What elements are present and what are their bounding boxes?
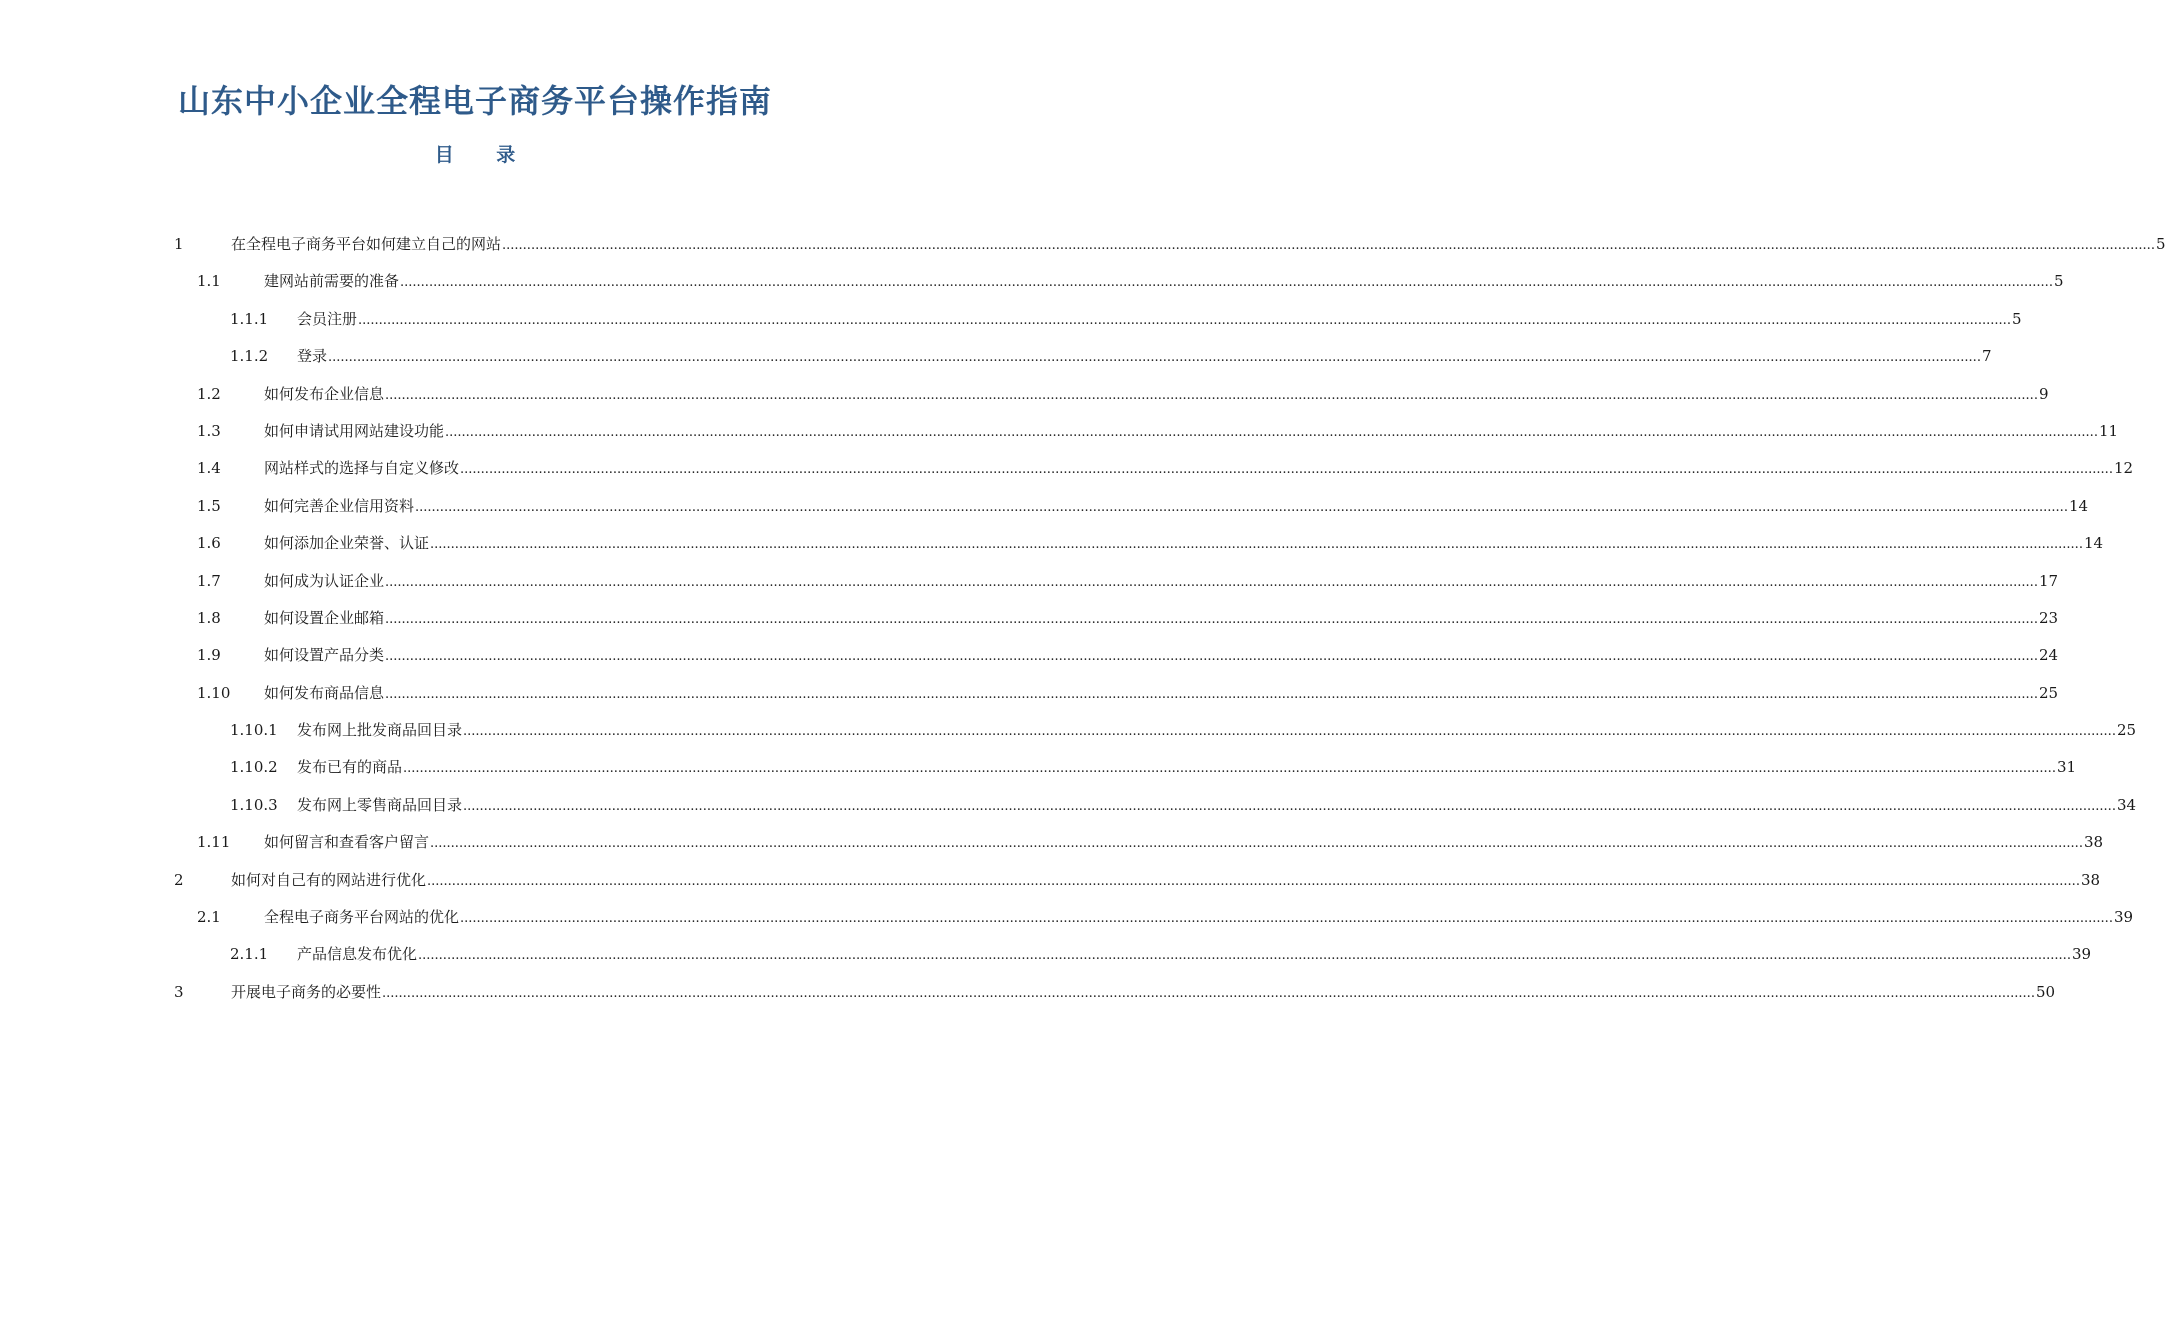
toc-entry-link[interactable] [264, 270, 2064, 294]
toc-entry-page-number: 38 [2080, 870, 2101, 889]
toc-entry[interactable] [0, 644, 2059, 681]
toc-entry[interactable] [0, 756, 2077, 793]
toc-entry-label: 如何发布商品信息 [264, 683, 385, 702]
toc-entry-label: 如何添加企业荣誉、认证 [264, 534, 430, 553]
toc-entry-label: 登录 [297, 347, 328, 366]
toc-entry[interactable] [0, 906, 2134, 943]
toc-entry-label: 如何发布企业信息 [264, 384, 385, 403]
toc-entry-number: 2.1 [197, 908, 221, 927]
toc-entry-link[interactable] [297, 756, 2077, 780]
toc-entry-page-number: 14 [2068, 496, 2089, 515]
toc-entry-label: 开展电子商务的必要性 [231, 982, 382, 1001]
toc-dot-leader: ................................................................................................................................................................................................................................................................................................................................................................................................................ [502, 238, 2155, 253]
toc-entry[interactable] [0, 607, 2059, 644]
toc-entry-link[interactable] [264, 831, 2104, 855]
toc-entry[interactable] [0, 719, 2137, 756]
toc-entry-number: 1.5 [197, 496, 221, 515]
toc-dot-leader: ................................................................................................................................................................................................................................................................................................................................................................................................................ [430, 537, 2083, 553]
toc-entry-number: 1.10 [197, 683, 231, 702]
toc-entry-page-number: 25 [2116, 721, 2137, 740]
toc-dot-leader: ................................................................................................................................................................................................................................................................................................................................................................................................................ [460, 911, 2113, 927]
toc-entry-page-number: 23 [2038, 608, 2059, 627]
toc-entry-link[interactable] [264, 682, 2059, 706]
toc-entry[interactable] [0, 831, 2104, 868]
toc-entry-link[interactable] [297, 943, 2092, 967]
toc-entry-link[interactable] [264, 420, 2119, 444]
toc-entry-label: 网站样式的选择与自定义修改 [264, 459, 460, 478]
toc-entry-page-number: 12 [2113, 459, 2134, 478]
toc-entry-link[interactable] [264, 570, 2059, 594]
toc-entry[interactable] [0, 981, 2056, 1018]
toc-entry-link[interactable] [231, 869, 2101, 893]
toc-entry-page-number: 39 [2113, 908, 2134, 927]
toc-entry-label: 如何留言和查看客户留言 [264, 833, 430, 852]
toc-entry[interactable] [0, 270, 2064, 307]
toc-dot-leader: ................................................................................................................................................................................................................................................................................................................................................................................................................ [400, 275, 2053, 291]
toc-entry-link[interactable] [297, 719, 2137, 743]
toc-entry[interactable] [0, 794, 2137, 831]
toc-entry-number: 2.1.1 [230, 945, 269, 964]
toc-entry[interactable] [0, 383, 2049, 420]
toc-entry-link[interactable] [264, 457, 2134, 481]
toc-entry[interactable] [0, 570, 2059, 607]
toc-entry-label: 发布网上批发商品回目录 [297, 721, 463, 740]
document-title: 山东中小企业全程电子商务平台操作指南 [177, 82, 772, 120]
toc-dot-leader: ................................................................................................................................................................................................................................................................................................................................................................................................................ [460, 462, 2113, 478]
toc-entry-link[interactable] [231, 233, 2166, 257]
toc-entry-link[interactable] [264, 383, 2049, 407]
toc-entry-link[interactable] [297, 794, 2137, 818]
toc-entry-page-number: 9 [2038, 384, 2049, 403]
toc-entry-label: 产品信息发布优化 [297, 945, 418, 964]
toc-entry[interactable] [0, 308, 2022, 345]
toc-entry[interactable] [0, 682, 2059, 719]
toc-entry-page-number: 38 [2083, 833, 2104, 852]
toc-dot-leader: ................................................................................................................................................................................................................................................................................................................................................................................................................ [427, 873, 2080, 889]
toc-entry-number: 1.10.1 [230, 721, 278, 740]
toc-entry-label: 全程电子商务平台网站的优化 [264, 908, 460, 927]
toc-entry-link[interactable] [264, 532, 2104, 556]
toc-dot-leader: ................................................................................................................................................................................................................................................................................................................................................................................................................ [418, 948, 2071, 964]
toc-dot-leader: ................................................................................................................................................................................................................................................................................................................................................................................................................ [403, 761, 2056, 777]
toc-entry-number: 1.11 [197, 833, 231, 852]
toc-entry-page-number: 5 [2053, 272, 2064, 291]
toc-entry-number: 1.1 [197, 272, 221, 291]
toc-entry-page-number: 25 [2038, 683, 2059, 702]
toc-entry[interactable] [0, 495, 2089, 532]
toc-entry[interactable] [0, 869, 2101, 906]
toc-entry-label: 发布网上零售商品回目录 [297, 795, 463, 814]
toc-entry-link[interactable] [297, 345, 1992, 369]
toc-entry-label: 如何申请试用网站建设功能 [264, 421, 445, 440]
toc-entry-label: 如何成为认证企业 [264, 571, 385, 590]
toc-entry-number: 1.8 [197, 608, 221, 627]
toc-dot-leader: ................................................................................................................................................................................................................................................................................................................................................................................................................ [328, 350, 1981, 366]
toc-entry-link[interactable] [231, 981, 2056, 1005]
toc-entry-link[interactable] [264, 495, 2089, 519]
toc-heading: 目 录 [434, 144, 534, 166]
toc-entry-number: 1.1.1 [230, 309, 269, 328]
toc-entry-page-number: 39 [2071, 945, 2092, 964]
toc-entry-label: 发布已有的商品 [297, 758, 403, 777]
toc-entry-page-number: 5 [2155, 235, 2166, 253]
toc-entry-label: 在全程电子商务平台如何建立自己的网站 [231, 235, 502, 253]
toc-entry[interactable] [0, 457, 2134, 494]
toc-entry-number: 1.10.2 [230, 758, 278, 777]
toc-entry-label: 如何完善企业信用资料 [264, 496, 415, 515]
toc-entry-number: 1.4 [197, 459, 221, 478]
toc-dot-leader: ................................................................................................................................................................................................................................................................................................................................................................................................................ [445, 424, 2098, 440]
toc-entry-page-number: 50 [2035, 982, 2056, 1001]
toc-entry[interactable] [0, 345, 1992, 382]
toc-entry-link[interactable] [297, 308, 2022, 332]
toc-entry-page-number: 14 [2083, 534, 2104, 553]
toc-entry-page-number: 5 [2011, 309, 2022, 328]
toc-entry-page-number: 11 [2098, 421, 2119, 440]
toc-entry-page-number: 24 [2038, 646, 2059, 665]
toc-entry-number: 2 [174, 870, 184, 889]
toc-entry-page-number: 7 [1981, 347, 1992, 366]
toc-entry-page-number: 31 [2056, 758, 2077, 777]
toc-dot-leader: ................................................................................................................................................................................................................................................................................................................................................................................................................ [382, 985, 2035, 1001]
toc-entry-number: 1.1.2 [230, 347, 269, 366]
toc-dot-leader: ................................................................................................................................................................................................................................................................................................................................................................................................................ [358, 312, 2011, 328]
toc-entry[interactable] [0, 420, 2119, 457]
toc-entry-page-number: 34 [2116, 795, 2137, 814]
toc-dot-leader: ................................................................................................................................................................................................................................................................................................................................................................................................................ [385, 387, 2038, 403]
table-of-contents [0, 233, 2166, 1018]
toc-dot-leader: ................................................................................................................................................................................................................................................................................................................................................................................................................ [385, 574, 2038, 590]
toc-entry-number: 1.3 [197, 421, 221, 440]
toc-dot-leader: ................................................................................................................................................................................................................................................................................................................................................................................................................ [463, 724, 2116, 740]
toc-entry[interactable] [0, 532, 2104, 569]
toc-entry-number: 3 [174, 982, 184, 1001]
toc-entry-page-number: 17 [2038, 571, 2059, 590]
toc-entry-label: 如何对自己有的网站进行优化 [231, 870, 427, 889]
toc-entry-label: 会员注册 [297, 309, 358, 328]
toc-dot-leader: ................................................................................................................................................................................................................................................................................................................................................................................................................ [463, 798, 2116, 814]
toc-entry-link[interactable] [264, 644, 2059, 668]
toc-dot-leader: ................................................................................................................................................................................................................................................................................................................................................................................................................ [430, 836, 2083, 852]
toc-dot-leader: ................................................................................................................................................................................................................................................................................................................................................................................................................ [385, 611, 2038, 627]
toc-entry-link[interactable] [264, 906, 2134, 930]
toc-entry[interactable] [0, 943, 2092, 980]
toc-entry-label: 如何设置企业邮箱 [264, 608, 385, 627]
toc-dot-leader: ................................................................................................................................................................................................................................................................................................................................................................................................................ [385, 686, 2038, 702]
toc-entry-link[interactable] [264, 607, 2059, 631]
toc-entry-number: 1.7 [197, 571, 221, 590]
toc-entry-label: 建网站前需要的准备 [264, 272, 400, 291]
toc-entry-number: 1.6 [197, 534, 221, 553]
toc-entry-number: 1.9 [197, 646, 221, 665]
toc-dot-leader: ................................................................................................................................................................................................................................................................................................................................................................................................................ [385, 649, 2038, 665]
toc-entry-number: 1 [174, 235, 184, 253]
toc-dot-leader: ................................................................................................................................................................................................................................................................................................................................................................................................................ [415, 499, 2068, 515]
toc-entry-number: 1.2 [197, 384, 221, 403]
toc-entry-label: 如何设置产品分类 [264, 646, 385, 665]
toc-entry[interactable] [0, 233, 2166, 270]
toc-entry-number: 1.10.3 [230, 795, 278, 814]
